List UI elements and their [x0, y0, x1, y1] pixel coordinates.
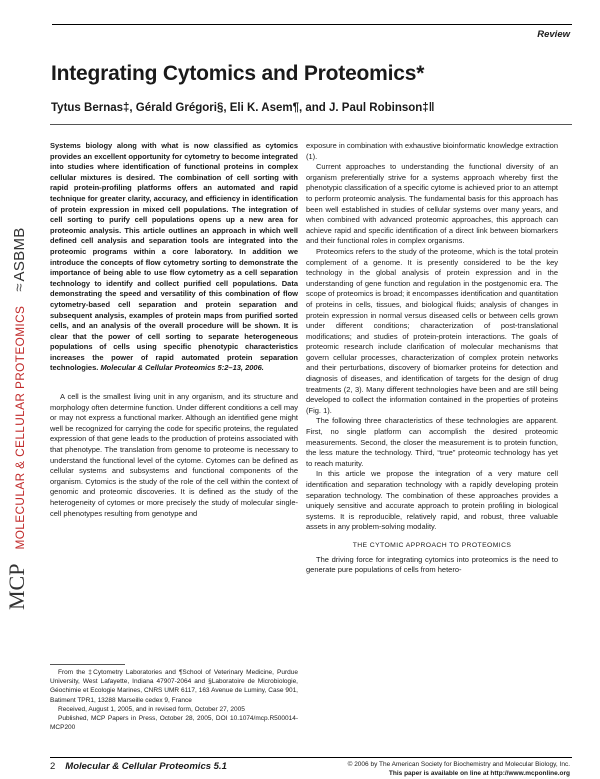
side-strip-text	[4, 227, 30, 610]
left-column	[50, 141, 298, 519]
journal-name-vertical: MOLECULAR & CELLULAR PROTEOMICS	[13, 305, 27, 550]
page-folio	[50, 761, 227, 772]
title-rule	[50, 124, 572, 125]
footnote-rule	[50, 664, 125, 665]
affiliation-footnote	[50, 668, 298, 732]
intro-paragraph: A cell is the smallest living unit in any organism, and its structure and morphology often determine function. Under different conditions a cell may or may not express a functional marker. Although an identified gene might well be recognized for carrying the code for specific proteins, the regulated expression of that gene leads to the production of proteins associated with that phenotype. The translation from genome to proteome is necessary to understand the functional level of the cytome. Cytomes can be defined as cellular systems and subsystems and functional components of the organism. Cytomics is the study of the role of the cell within the context of genomic and proteomic discoveries. It is defined as the study of the heterogeneity of cytomes or more precisely the study of molecular single-cell phenotypes resulting from genotype and	[50, 392, 298, 518]
section-label: Review	[537, 29, 570, 40]
online-availability: This paper is available on line at http://www.mcponline.org	[388, 770, 570, 777]
abstract	[50, 141, 298, 374]
body-paragraph: Current approaches to understanding the functional diversity of an organism preferentially strive for a systems approach whereby first the phenotypic classification of a specific cytome is achieved prior to an attempt to perform proteomic analysis. The fundamental basis for this approach has been well established in studies of cellular systems over many years, and when combined with advanced proteomic approaches, this approach can achieve rapid and specific identification of a direct link between biomarkers and their functional roles in complex organisms.	[306, 162, 558, 246]
footer-journal: Molecular & Cellular Proteomics 5.1	[65, 761, 227, 772]
author-list: Tytus Bernas‡, Gérald Grégori§, Eli K. Asem¶, and J. Paul Robinson‡‖	[51, 102, 435, 114]
abstract-text: Systems biology along with what is now classified as cytomics provides an excellent opportunity for cytometry to become integrated into studies where identification of functional proteins in complex cellular mixtures is desired. The combination of cell sorting with rapid protein-profiling platforms offers an automated and rapid technique for greater clarity, accuracy, and efficiency in identification of protein expression in mixed cell populations. The integration of cell sorting to purify cell populations opens up a new area for proteomic analysis. This article outlines an approach in which well defined cell analysis and separation tools are integrated into the proteomic programs within a core laboratory. In addition we introduce the concepts of flow cytometry sorting to demonstrate the importance of being able to use flow cytometry as a cell separation technology to identify and collect purified cell populations. Data demonstrating the speed and versatility of this combination of flow cytometry-based cell separation and protein separation and subsequent analysis, examples of protein maps from purified sorted cells, and an analysis of the overall procedure will be shown. It is clear that the power of cell sorting to separate heterogeneous populations of cells using specific phenotypic characteristics increases the power of rapid automated protein separation technologies.	[50, 141, 298, 373]
footer-rule	[50, 757, 572, 758]
abstract-citation: Molecular & Cellular Proteomics 5:2–13, 2006.	[100, 363, 264, 373]
right-column	[306, 141, 558, 576]
footnote-received: Received, August 1, 2005, and in revised form, October 27, 2005	[58, 705, 245, 713]
article-title: Integrating Cytomics and Proteomics*	[51, 62, 425, 85]
body-paragraph: Proteomics refers to the study of the proteome, which is the total protein complement of a genome. It is presently considered to be the key technology in the global analysis of protein expression and in the understanding of gene function and regulation in the postgenomic era. The scope of proteomics is broad; it encompasses identification and quantitation of proteins in cells, tissues, and biological fluids; analysis of changes in protein expression in normal versus diseased cells or between cells grown under different conditions; characterization of post-translational modifications; and studies of protein-protein interactions. The goals of proteomic research include clarification of molecular mechanisms that govern cellular processes, characterization of complex protein networks and their perturbations, discovery of biomarker proteins for detection and diagnosis of diseases, and identification of targets for the design of drug treatments (2, 3). Many different technologies have been and are still being developed to collect the information contained in the properties of proteins (Fig. 1).	[306, 246, 558, 415]
asbmb-swirl-icon: ≈	[11, 283, 28, 292]
subsection-heading: THE CYTOMIC APPROACH TO PROTEOMICS	[352, 541, 512, 549]
asbmb-logo: ASBMB	[11, 227, 28, 282]
copyright-notice	[300, 760, 570, 778]
body-paragraph-continued: exposure in combination with exhaustive bioinformatic knowledge extraction (1).	[306, 141, 558, 161]
footnote-affiliations: From the ‡Cytometry Laboratories and ¶School of Veterinary Medicine, Purdue University, West Lafayette, Indiana 47907-2064 and §Laboratoire de Microbiologie, Géochimie et Ecologie Marines, CNRS UMR 6117, 163 Avenue de Luminy, Case 901, Batiment TPR1, 13288 Marseille cedex 9, France	[50, 669, 298, 704]
page-number: 2	[50, 761, 56, 772]
footnote-published: Published, MCP Papers in Press, October 28, 2005, DOI 10.1074/mcp.R500014-MCP200	[50, 715, 298, 732]
journal-side-strip	[0, 0, 36, 779]
body-paragraph: In this article we propose the integration of a very mature cell identification and separation technology with a rapidly developing protein separation technology. The combination of these approaches provides a uniquely sensitive and accurate approach to protein profiling in biological systems. It is reproducible, relatively rapid, and robust, three valuable assets in any problem-solving modality.	[306, 469, 558, 532]
copyright-line: © 2006 by The American Society for Biochemistry and Molecular Biology, Inc.	[347, 761, 570, 768]
mcp-logo: MCP	[4, 563, 29, 610]
subsection-paragraph: The driving force for integrating cytomics into proteomics is the need to generate pure populations of cells from hetero-	[306, 554, 558, 575]
body-paragraph: The following three characteristics of these technologies are apparent. First, no single platform can accomplish the desired proteomic measurements. Second, the closer the measurement is to protein function, the less mature the technology. Third, “true” proteomic technology has yet to reach maturity.	[306, 416, 558, 468]
header-rule	[52, 24, 572, 25]
